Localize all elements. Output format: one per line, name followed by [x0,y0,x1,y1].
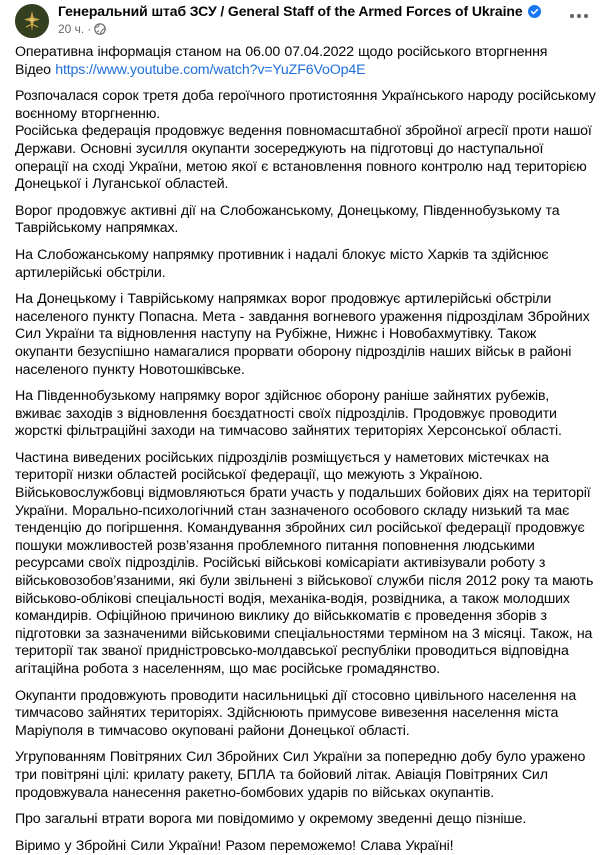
globe-icon[interactable] [94,23,106,35]
post-paragraph: На Південнобузькому напрямку ворог здійснює оборону раніше зайнятих рубежів, вживає заходів з відновлення боєздатності своїх підрозділів. Продовжує проводити жорсткі фільтраційні заходи на тимчасово зайнятих територіях Херсонської області. [15,388,562,440]
post-meta [58,2,565,37]
post-paragraph: Окупанти продовжують проводити насильницькі дії стосовно цивільного населення на тимчасово зайнятих територіях. Здійснюють примусове вивезення населення міста Маріуполя в тимчасово окуповані райони Донецької області. [15,687,577,739]
intro-line: Оперативна інформація станом на 06.00 07.04.2022 щодо російського вторгнення [15,44,548,60]
verified-badge-icon [528,5,541,18]
more-options-button[interactable] [565,6,593,26]
post-body [15,44,597,855]
post-paragraph: На Слобожанському напрямку противник і надалі блокує місто Харків та здійснює артилерійські обстріли. [15,246,549,281]
post-paragraph: Угрупованням Повітряних Сил Збройних Сил України за попередню добу було уражено три повітряні цілі: крилату ракету, БПЛА та бойовий літак. Авіація Повітряних Сил продовжувала нанесення ракетно-бомбових ударів по військах окупантів. [15,749,586,801]
separator-dot: · [87,22,92,36]
timestamp-row [58,21,565,37]
post-paragraph: Російська федерація продовжує ведення повномасштабної збройної агресії проти нашої Держави. Основні зусилля окупанти зосереджують на підготовці до наступальної операції на сході України, метою якої є встановлення повного контролю над територією Донецької і Луганської областей. [15,123,592,193]
video-link[interactable]: https://www.youtube.com/watch?v=YuZF6VoOp4E [55,61,366,78]
post-paragraph: Про загальні втрати ворога ми повідомимо у окремому зведенні дещо пізніше. [15,811,527,828]
post-paragraph: Частина виведених російських підрозділів розміщується у наметових містечках на території низки областей російської федерації, що межують з Україною. Військовослужбовці відмовляються брати участь у подальших бойових діях на території України. Морально-психологічний стан зазначеного особового складу низький та має тенденцію до погіршення. Командування збройних сил російської федерації продовжує пошуки можливостей розв’язання проблемного питання поповнення людськими ресурсами своїх підрозділів. Російські військові комісаріати активізували роботу з військовозобов’язаними, які були звільнені з військової служби після 2012 року та мають військово-облікові спеціальності водія, механіка-водія, розвідника, а також молодших командирів. Офіційною причиною виклику до військкоматів є проведення зборів з підготовки за зазначеними військовими спеціальностями терміном на 3 місяці. Також, на території так званої придністровсько-молдавської республіки проводиться відповідна агітаційна робота з населенням, що має російське громадянство. [15,449,594,677]
video-label: Відео [15,61,56,78]
page-avatar[interactable] [15,4,49,38]
post-paragraph-intro [15,44,597,79]
page-name[interactable]: Генеральний штаб ЗСУ / General Staff of the Armed Forces of Ukraine [58,3,523,19]
post-paragraph: Розпочалася сорок третя доба героїчного протистояння Українського народу російському воєнному вторгненню. [15,88,596,122]
post-header [15,0,597,44]
more-options-icon [569,13,589,19]
post-paragraph: Віримо у Збройні Сили України! Разом переможемо! Слава Україні! [15,837,454,854]
post-paragraph: Ворог продовжує активні дії на Слобожанському, Донецькому, Південнобузькому та Таврійському напрямках. [15,202,560,237]
post-timestamp[interactable]: 20 ч. [58,22,85,36]
page-name-row [58,2,565,20]
general-staff-emblem-icon [15,4,49,38]
post-paragraph: На Донецькому і Таврійському напрямках ворог продовжує артилерійські обстріли населеного пункту Попасна. Мета - завдання вогневого ураження підрозділам Збройних Сил України та відновлення наступу на Рубіжне, Нижнє і Новобахмутівку. Також окупанти безуспішно намагалися прорвати оборону підрозділів наших військ в районі населеного пункту Новотошківське. [15,291,590,378]
